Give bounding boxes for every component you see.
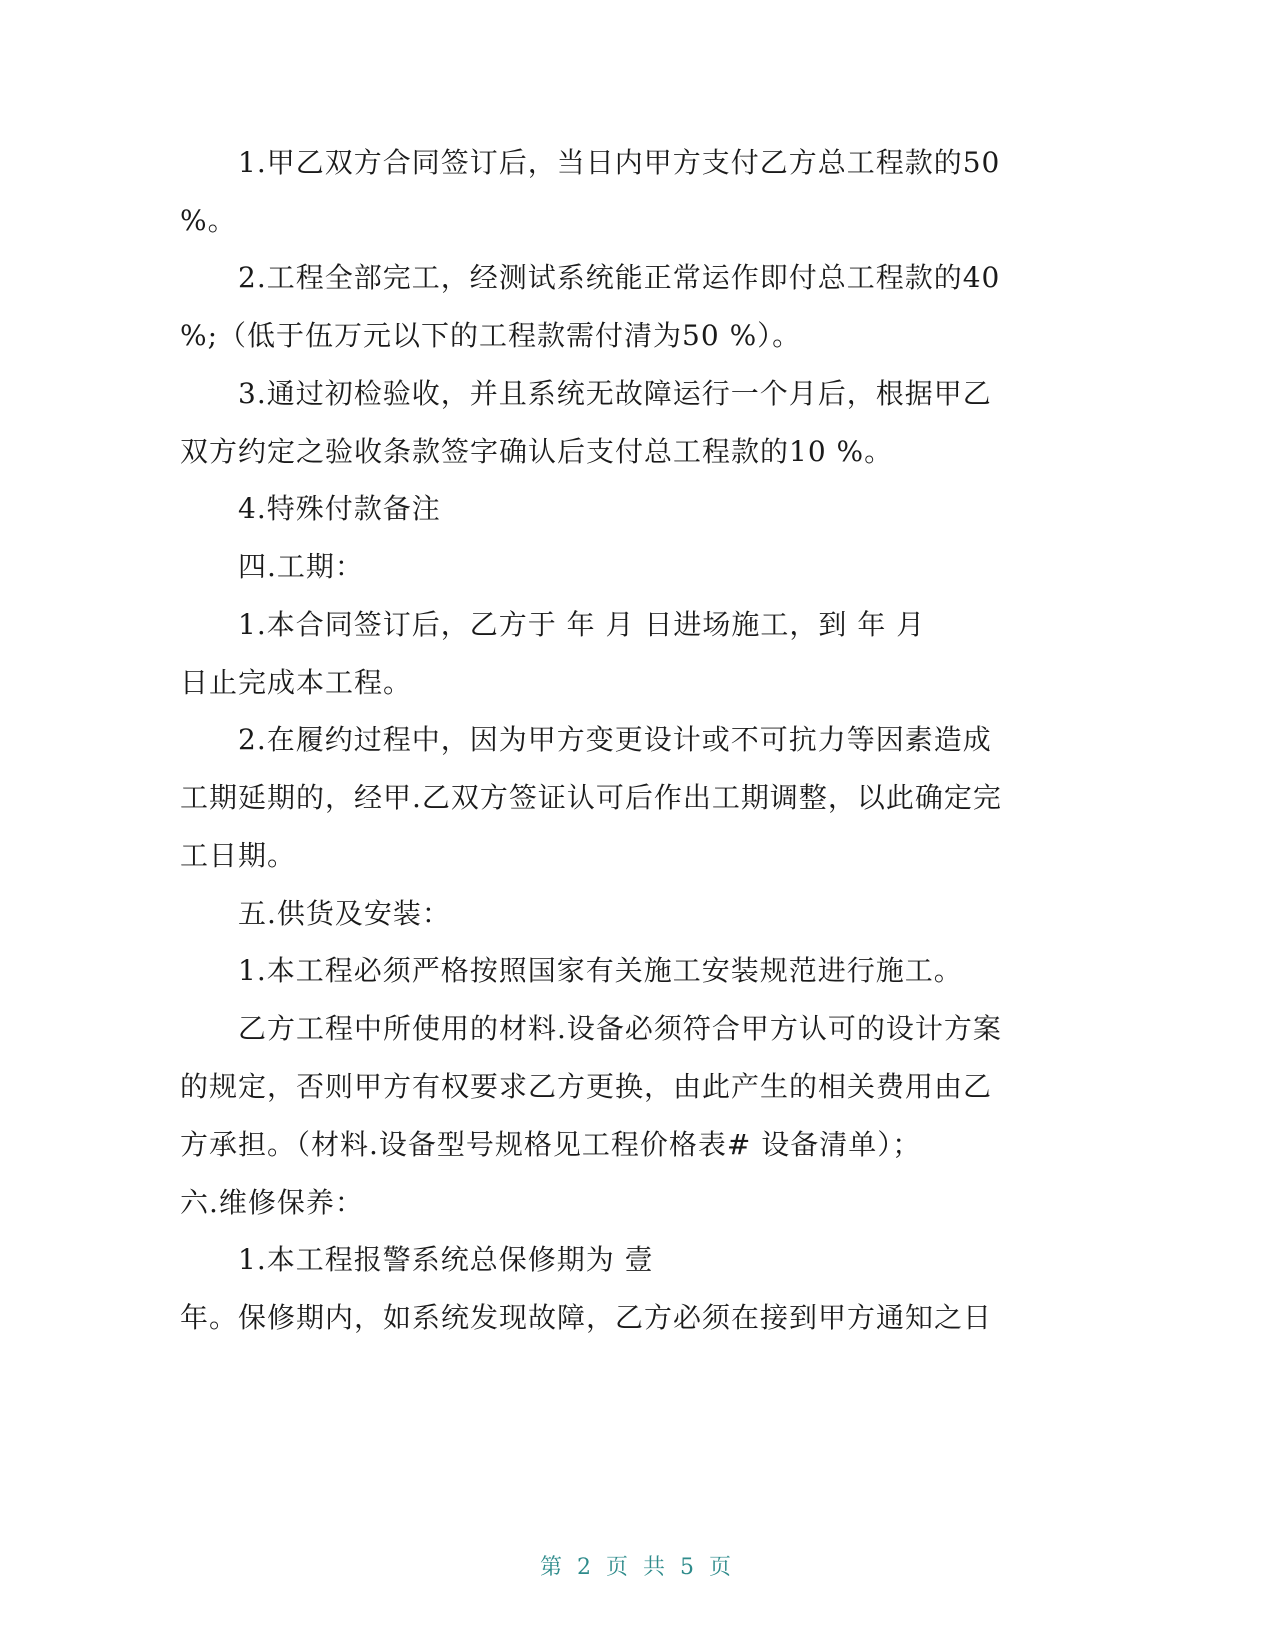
section-heading: 五.供货及安装： (238, 897, 451, 930)
section-heading: 六.维修保养： (180, 1186, 364, 1219)
text-line: 日止完成本工程。 (180, 666, 413, 699)
text-line: 年。保修期内，如系统发现故障，乙方必须在接到甲方通知之日 (180, 1301, 993, 1334)
text-line: 方承担。（材料.设备型号规格见工程价格表# 设备清单）； (180, 1128, 922, 1161)
text-line: 1.本工程报警系统总保修期为 壹 (238, 1243, 654, 1276)
text-line: 2.工程全部完工，经测试系统能正常运作即付总工程款的40 (238, 261, 1001, 294)
text-line: 4.特殊付款备注 (238, 492, 441, 525)
text-line: 1.甲乙双方合同签订后，当日内甲方支付乙方总工程款的50 (238, 146, 1001, 179)
text-line: 工期延期的，经甲.乙双方签证认可后作出工期调整，以此确定完 (180, 781, 1002, 814)
text-line: 双方约定之验收条款签字确认后支付总工程款的10 %。 (180, 435, 894, 468)
text-line: 3.通过初检验收，并且系统无故障运行一个月后，根据甲乙 (238, 377, 992, 410)
text-line: 2.在履约过程中，因为甲方变更设计或不可抗力等因素造成 (238, 723, 992, 756)
text-line: 乙方工程中所使用的材料.设备必须符合甲方认可的设计方案 (238, 1012, 1002, 1045)
text-line: 1.本工程必须严格按照国家有关施工安装规范进行施工。 (238, 954, 963, 987)
text-line: %。 (180, 204, 237, 237)
page-indicator: 第 2 页 共 5 页 (540, 1555, 735, 1580)
text-line: 的规定，否则甲方有权要求乙方更换，由此产生的相关费用由乙 (180, 1070, 993, 1103)
text-line: %;（低于伍万元以下的工程款需付清为50 %）。 (180, 319, 802, 352)
text-line: 工日期。 (180, 839, 297, 872)
text-line: 1.本合同签订后，乙方于 年 月 日进场施工，到 年 月 (238, 608, 926, 641)
section-heading: 四.工期： (238, 550, 364, 583)
